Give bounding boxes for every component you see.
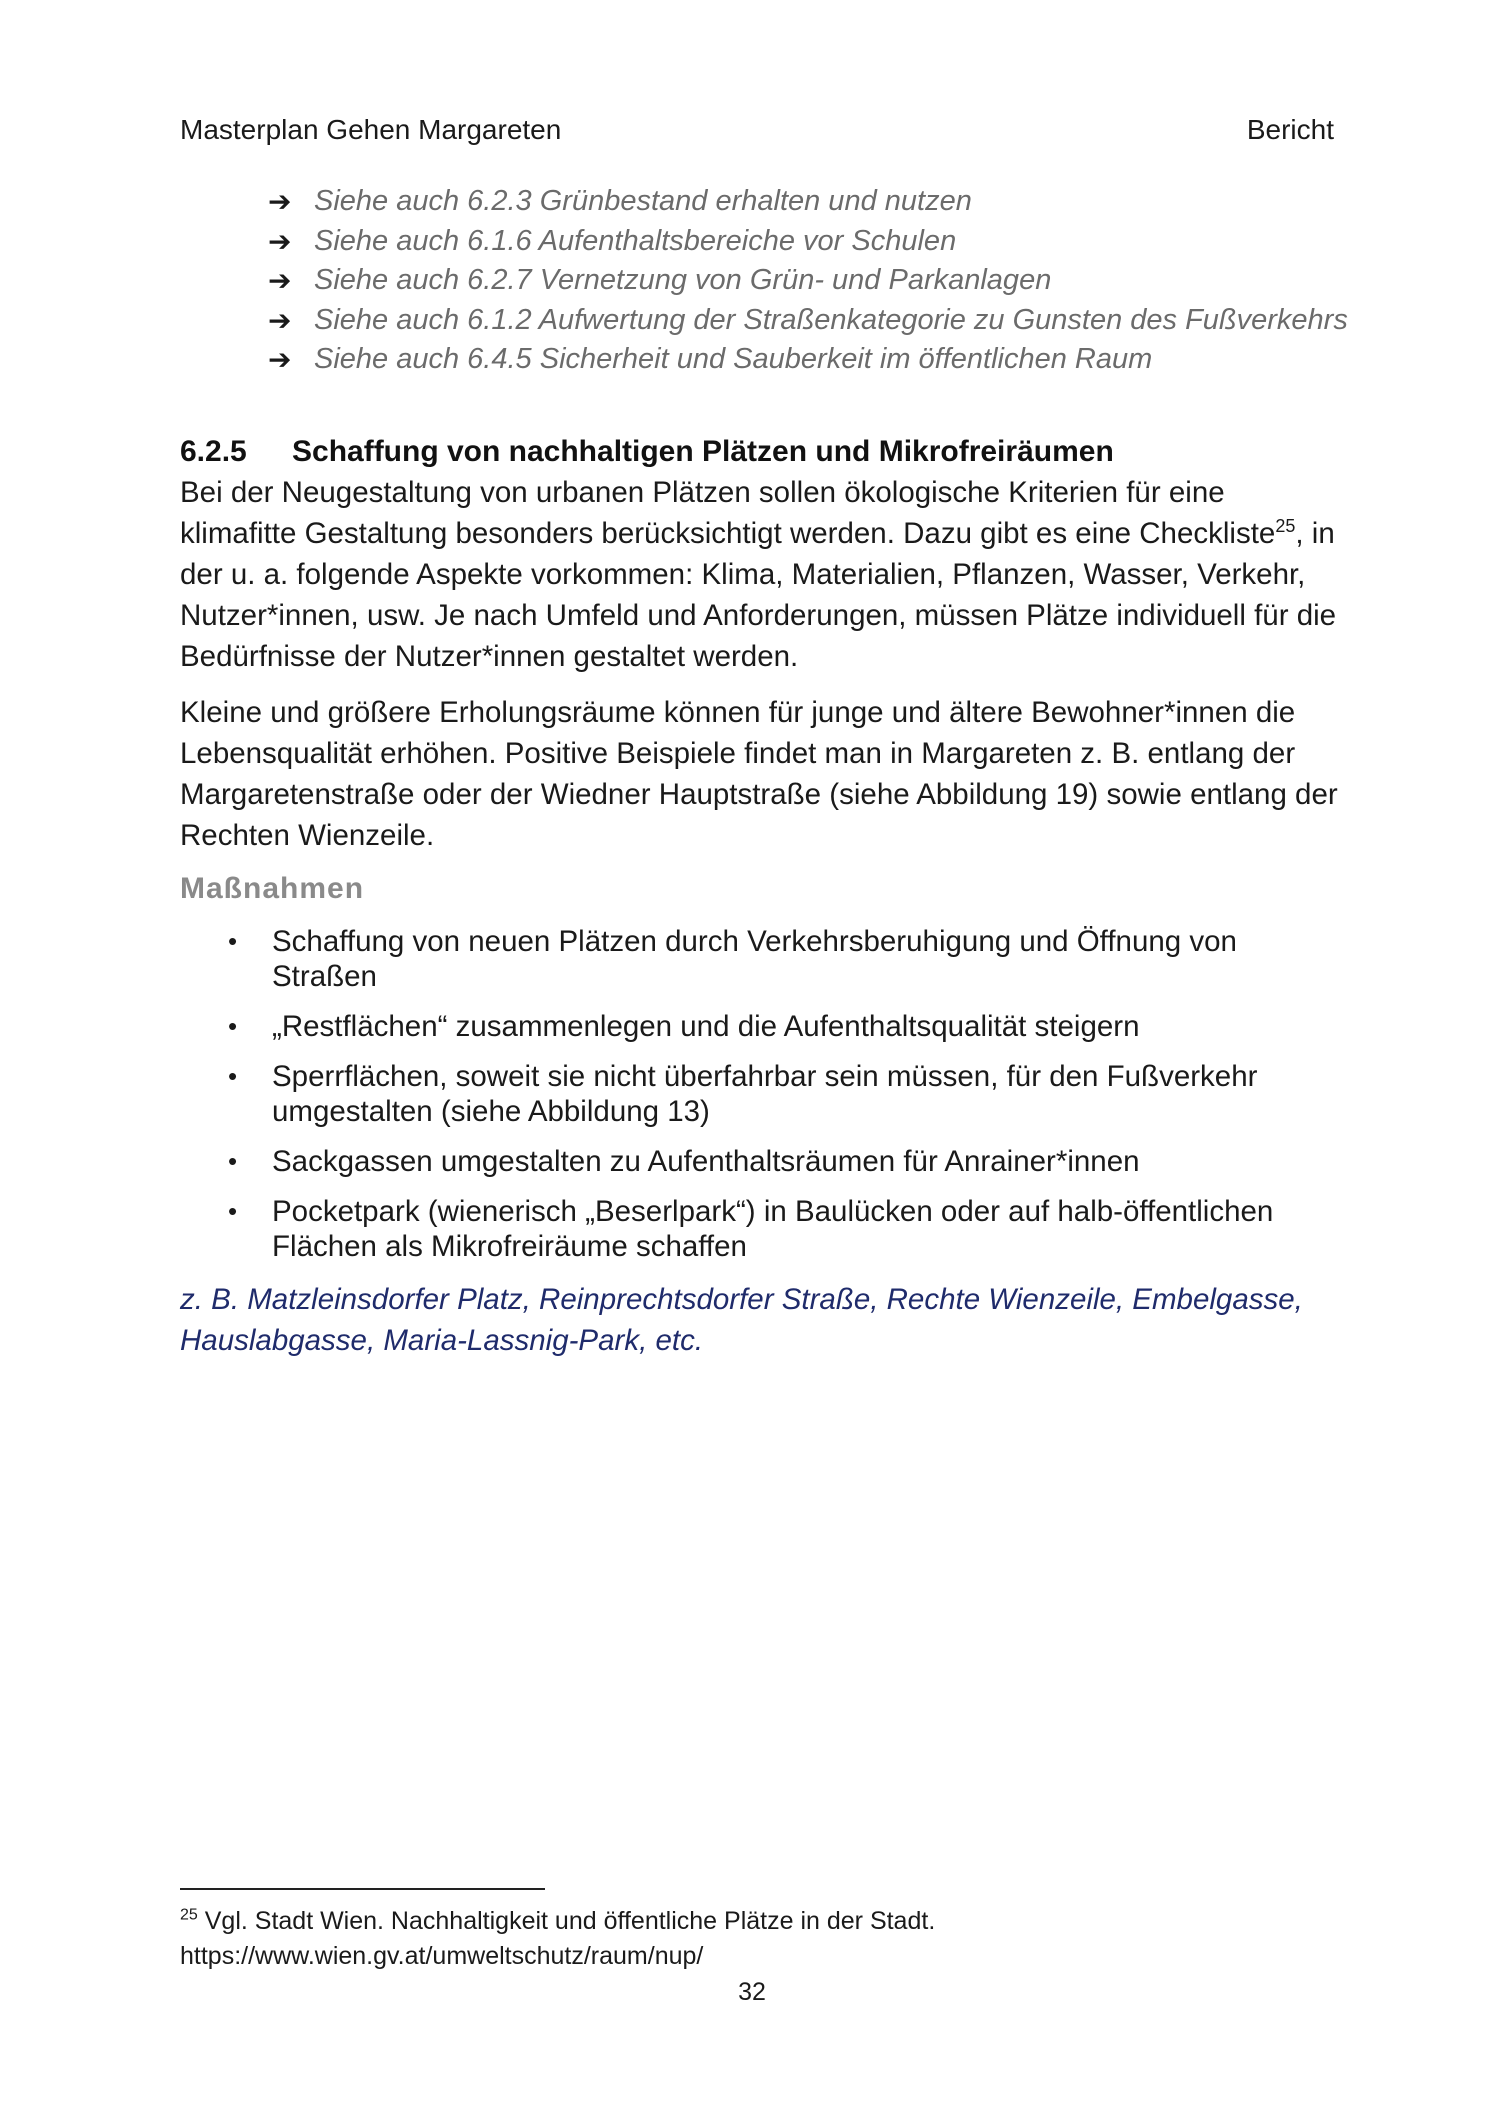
- right-arrow-icon: ➔: [268, 265, 292, 297]
- measure-item: [180, 1059, 1340, 1129]
- section-6-2-5: [180, 432, 1340, 1361]
- measures-heading: Maßnahmen: [180, 872, 365, 905]
- bullet-icon: •: [228, 926, 238, 956]
- see-also-list: [268, 182, 1348, 380]
- right-arrow-icon: ➔: [268, 186, 292, 218]
- measures-list: [180, 924, 1340, 1264]
- measure-item: [180, 1194, 1340, 1264]
- section-number: 6.2.5: [180, 435, 247, 468]
- see-also-text: Siehe auch 6.2.7 Vernetzung von Grün- und Parkanlagen: [314, 264, 1052, 297]
- measure-text: „Restflächen“ zusammenlegen und die Aufenthaltsqualität steigern: [272, 1010, 1140, 1043]
- see-also-text: Siehe auch 6.1.2 Aufwertung der Straßenkategorie zu Gunsten des Fußverkehrs: [314, 303, 1348, 336]
- measure-text: Sperrflächen, soweit sie nicht überfahrbar sein müssen, für den Fußverkehr umgestalten (siehe Abbildung 13): [272, 1060, 1258, 1128]
- right-arrow-icon: ➔: [268, 225, 292, 257]
- paragraph-examples: Kleine und größere Erholungsräume können für junge und ältere Bewohner*innen die Lebensqualität erhöhen. Positive Beispiele findet man in Margareten z. B. entlang der Margaretenstraße oder der Wiedner Hauptstraße (siehe Abbildung 19) sowie entlang der Rechten Wienzeile.: [180, 696, 1338, 852]
- footnote-text: Vgl. Stadt Wien. Nachhaltigkeit und öffentliche Plätze in der Stadt.: [197, 1907, 936, 1935]
- section-title: Schaffung von nachhaltigen Plätzen und Mikrofreiräumen: [292, 435, 1114, 468]
- paragraph-intro-text: Bei der Neugestaltung von urbanen Plätzen sollen ökologische Kriterien für eine klimafitte Gestaltung besonders berücksichtigt werden. Dazu gibt es eine Checkliste: [180, 476, 1276, 550]
- see-also-text: Siehe auch 6.4.5 Sicherheit und Sauberkeit im öffentlichen Raum: [314, 343, 1153, 376]
- footnote-url[interactable]: https://www.wien.gv.at/umweltschutz/raum/nup/: [180, 1942, 704, 1970]
- footnote-reference[interactable]: 25: [1275, 516, 1296, 537]
- bullet-icon: •: [228, 1196, 238, 1226]
- section-heading: [180, 432, 1340, 472]
- bullet-icon: •: [228, 1061, 238, 1091]
- measure-item: [180, 1009, 1340, 1044]
- measure-item: [180, 1144, 1340, 1179]
- see-also-text: Siehe auch 6.2.3 Grünbestand erhalten und nutzen: [314, 185, 972, 218]
- paragraph-intro: [180, 472, 1340, 677]
- footnote: [180, 1904, 935, 1974]
- see-also-item: [268, 301, 1348, 341]
- measure-text: Schaffung von neuen Plätzen durch Verkehrsberuhigung und Öffnung von Straßen: [272, 925, 1237, 993]
- measure-item: [180, 924, 1340, 994]
- header-document-title: Masterplan Gehen Margareten: [180, 114, 562, 145]
- page-number: 32: [738, 1978, 766, 2006]
- footnote-citation: [180, 1904, 935, 1939]
- measure-text: Pocketpark (wienerisch „Beserlpark“) in Baulücken oder auf halb-öffentlichen Flächen als Mikrofreiräume schaffen: [272, 1195, 1274, 1263]
- see-also-text: Siehe auch 6.1.6 Aufenthaltsbereiche vor Schulen: [314, 224, 957, 257]
- footnote-divider: [180, 1888, 545, 1890]
- see-also-item: [268, 340, 1348, 380]
- footnote-number: 25: [180, 1906, 198, 1924]
- right-arrow-icon: ➔: [268, 344, 292, 376]
- header-section-label: Bericht: [1246, 114, 1334, 145]
- right-arrow-icon: ➔: [268, 304, 292, 336]
- measure-text: Sackgassen umgestalten zu Aufenthaltsräumen für Anrainer*innen: [272, 1145, 1140, 1178]
- see-also-item: [268, 222, 1348, 262]
- paragraph-intro-text-cont: , in der u. a. folgende Aspekte vorkommen: Klima, Materialien, Pflanzen, Wasser, Verkehr, Nutzer*innen, usw. Je nach Umfeld und Anforderungen, müssen Plätze individuell für die Bedürfnisse der Nutzer*innen gestaltet werden.: [180, 517, 1337, 673]
- bullet-icon: •: [228, 1146, 238, 1176]
- example-locations: z. B. Matzleinsdorfer Platz, Reinprechtsdorfer Straße, Rechte Wienzeile, Embelgasse, Hauslabgasse, Maria-Lassnig-Park, etc.: [180, 1283, 1303, 1357]
- see-also-item: [268, 261, 1348, 301]
- bullet-icon: •: [228, 1011, 238, 1041]
- page-header: [180, 112, 1334, 148]
- see-also-item: [268, 182, 1348, 222]
